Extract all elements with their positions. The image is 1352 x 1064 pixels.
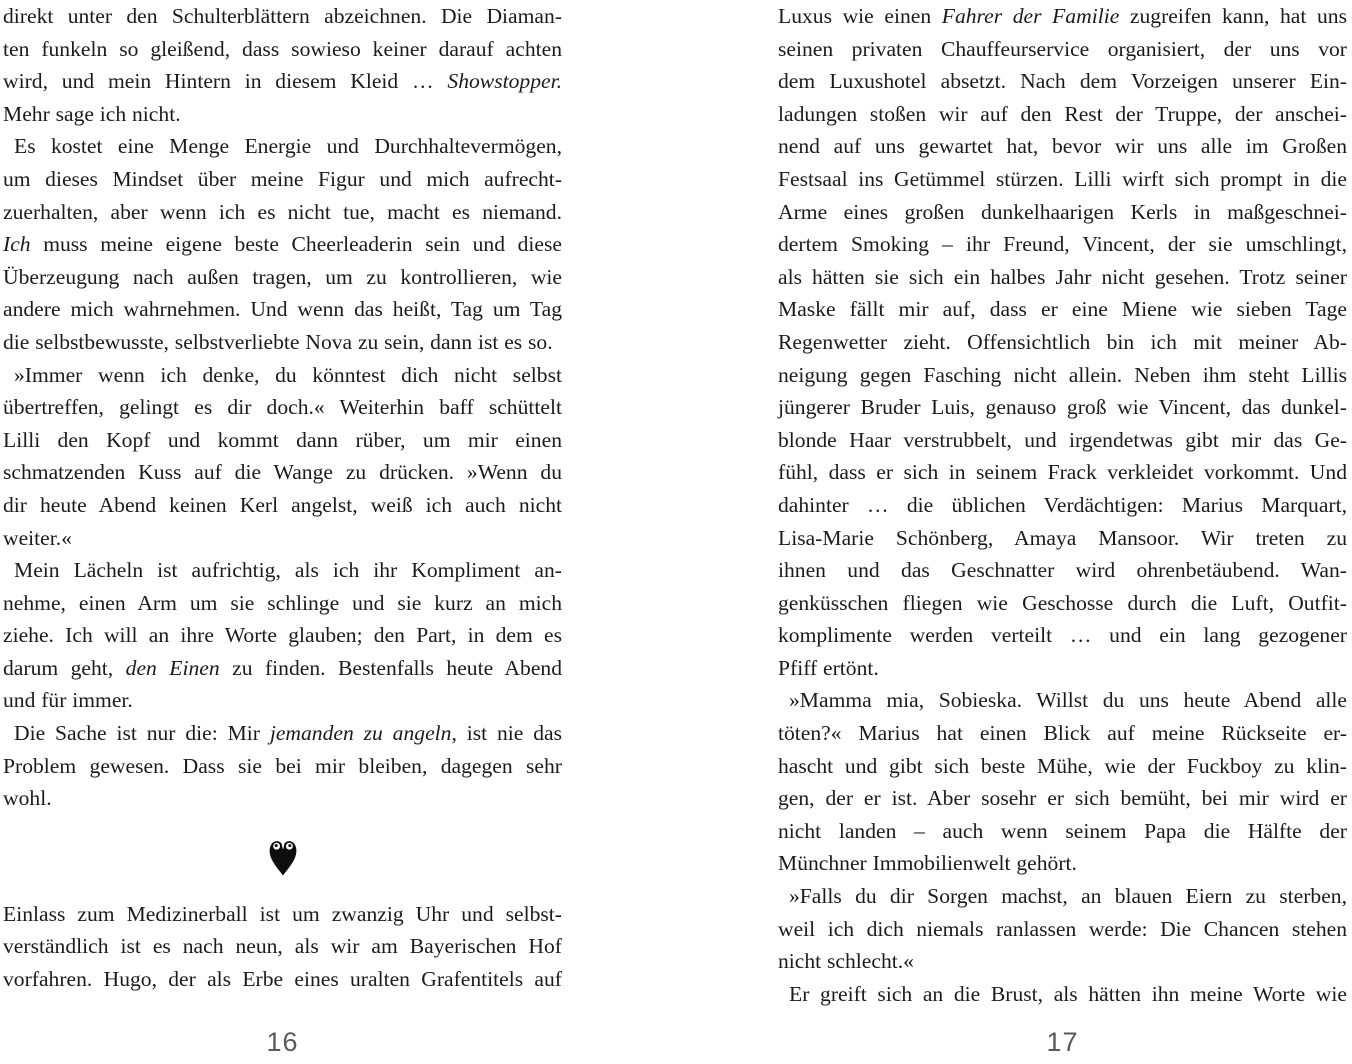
- paragraph: [3, 130, 562, 358]
- text-line: neigung gegen Fasching nicht allein. Neben ihm steht Lillis: [778, 362, 1347, 387]
- text-line: ziehe. Ich will an ihre Worte glauben; den Part, in dem es: [3, 623, 562, 648]
- text-line: nehme, einen Arm um sie schlinge und sie kurz an mich: [3, 590, 562, 615]
- text-line: um dieses Mindset über meine Figur und mich aufrecht-: [3, 166, 562, 191]
- paragraph: [3, 359, 562, 555]
- text-line: direkt unter den Schulterblättern abzeichnen. Die Diaman-: [3, 4, 562, 28]
- text-line: weiter.«: [3, 525, 72, 550]
- heart-ornament-icon: [266, 836, 300, 876]
- text-line: Maske fällt mir auf, dass er eine Miene wie sieben Tage: [778, 297, 1347, 322]
- text-line: ihnen und das Geschnatter wird ohrenbetäubend. Wan-: [778, 558, 1347, 583]
- text-line: vorfahren. Hugo, der als Erbe eines uralten Grafentitels auf: [3, 967, 562, 992]
- text-line: wohl.: [3, 786, 52, 811]
- text-line: »Falls du dir Sorgen machst, an blauen Eiern zu sterben,: [789, 884, 1347, 909]
- text-line: Arme eines großen dunkelhaarigen Kerls in maßgeschnei-: [778, 199, 1347, 224]
- paragraph: [778, 978, 1347, 1011]
- text-line: Mehr sage ich nicht.: [3, 101, 181, 126]
- paragraph: [3, 0, 562, 130]
- text-line: blonde Haar verstrubbelt, und irgendetwas gibt mir das Ge-: [778, 427, 1347, 452]
- text-line: Er greift sich an die Brust, als hätten ihn meine Worte wie: [789, 981, 1347, 1006]
- text-line: wird, und mein Hintern in diesem Kleid … Showstopper.: [3, 69, 562, 94]
- right-page: [778, 0, 1347, 1064]
- text-line: dahinter … die üblichen Verdächtigen: Marius Marquart,: [778, 492, 1347, 517]
- text-line: Festsaal ins Getümmel stürzen. Lilli wirft sich prompt in die: [778, 166, 1347, 191]
- text-line: Einlass zum Medizinerball ist um zwanzig Uhr und selbst-: [3, 901, 562, 926]
- text-line: nicht schlecht.«: [778, 949, 914, 974]
- text-line: Lilli den Kopf und kommt dann rüber, um mir einen: [3, 427, 562, 452]
- text-line: seinen privaten Chauffeurservice organisiert, der uns vor: [778, 36, 1347, 61]
- text-line: Regenwetter zieht. Offensichtlich bin ich mit meiner Ab-: [778, 329, 1347, 354]
- text-line: Es kostet eine Menge Energie und Durchhaltevermögen,: [14, 134, 562, 159]
- text-line: Ich muss meine eigene beste Cheerleaderin sein und diese: [3, 232, 562, 257]
- section-divider: [3, 815, 562, 898]
- text-line: verständlich ist es nach neun, als wir am Bayerischen Hof: [3, 934, 562, 959]
- text-line: töten?« Marius hat einen Blick auf meine Rückseite er-: [778, 721, 1347, 746]
- text-line: jüngerer Bruder Luis, genauso groß wie Vincent, das dunkel-: [778, 395, 1347, 420]
- text-line: gen, der er ist. Aber sosehr er sich bemüht, bei mir wird er: [778, 786, 1347, 811]
- text-line: übertreffen, gelingt es dir doch.« Weiterhin baff schüttelt: [3, 395, 562, 420]
- text-line: hascht und gibt sich beste Mühe, wie der Fuckboy zu klin-: [778, 753, 1347, 778]
- right-page-text-column: [778, 0, 1347, 1010]
- text-line: und für immer.: [3, 688, 133, 713]
- text-line: dem Luxushotel absetzt. Nach dem Vorzeigen unserer Ein-: [778, 69, 1347, 94]
- text-line: ladungen stoßen wir auf den Rest der Truppe, der anschei-: [778, 101, 1347, 126]
- paragraph: [778, 880, 1347, 978]
- text-line: andere mich wahrnehmen. Und wenn das heißt, Tag um Tag: [3, 297, 562, 322]
- text-line: dertem Smoking – ihr Freund, Vincent, der sie umschlingt,: [778, 232, 1347, 257]
- text-line: Münchner Immobilienwelt gehört.: [778, 851, 1077, 876]
- text-line: Die Sache ist nur die: Mir jemanden zu angeln, ist nie das: [14, 721, 562, 746]
- page-number: 17: [1046, 1027, 1079, 1057]
- text-line: ten funkeln so gleißend, dass sowieso keiner darauf achten: [3, 36, 562, 61]
- text-line: nend auf uns gewartet hat, bevor wir uns alle im Großen: [778, 134, 1347, 159]
- text-line: genküsschen fliegen wie Geschosse durch die Luft, Outfit-: [778, 590, 1347, 615]
- text-line: nicht landen – auch wenn seinem Papa die Hälfte der: [778, 818, 1347, 843]
- text-line: »Immer wenn ich denke, du könntest dich nicht selbst: [14, 362, 562, 387]
- text-line: Luxus wie einen Fahrer der Familie zugreifen kann, hat uns: [778, 4, 1347, 28]
- text-line: schmatzenden Kuss auf die Wange zu drücken. »Wenn du: [3, 460, 562, 485]
- text-line: Pfiff ertönt.: [778, 655, 879, 680]
- text-line: als hätten sie sich ein halbes Jahr nicht gesehen. Trotz seiner: [778, 264, 1347, 289]
- text-line: komplimente werden verteilt … und ein lang gezogener: [778, 623, 1347, 648]
- text-line: zuerhalten, aber wenn ich es nicht tue, macht es niemand.: [3, 199, 562, 224]
- text-line: Problem gewesen. Dass sie bei mir bleiben, dagegen sehr: [3, 753, 562, 778]
- paragraph: [3, 717, 562, 815]
- page-number: 16: [266, 1027, 299, 1057]
- text-line: dir heute Abend keinen Kerl angelst, weiß ich auch nicht: [3, 492, 562, 517]
- left-page: [3, 0, 562, 1064]
- paragraph: [3, 554, 562, 717]
- text-line: die selbstbewusste, selbstverliebte Nova zu sein, dann ist es so.: [3, 329, 553, 354]
- paragraph: [3, 898, 562, 996]
- text-line: weil ich dich niemals ranlassen werde: Die Chancen stehen: [778, 916, 1347, 941]
- text-line: Überzeugung nach außen tragen, um zu kontrollieren, wie: [3, 264, 562, 289]
- text-line: fühl, dass er sich in seinem Frack verkleidet vorkommt. Und: [778, 460, 1347, 485]
- text-line: Lisa-Marie Schönberg, Amaya Mansoor. Wir treten zu: [778, 525, 1347, 550]
- paragraph: [778, 684, 1347, 880]
- left-page-text-column: [3, 0, 562, 996]
- text-line: Mein Lächeln ist aufrichtig, als ich ihr Kompliment an-: [14, 558, 562, 583]
- text-line: »Mamma mia, Sobieska. Willst du uns heute Abend alle: [789, 688, 1347, 713]
- paragraph: [778, 0, 1347, 684]
- text-line: darum geht, den Einen zu finden. Bestenfalls heute Abend: [3, 655, 562, 680]
